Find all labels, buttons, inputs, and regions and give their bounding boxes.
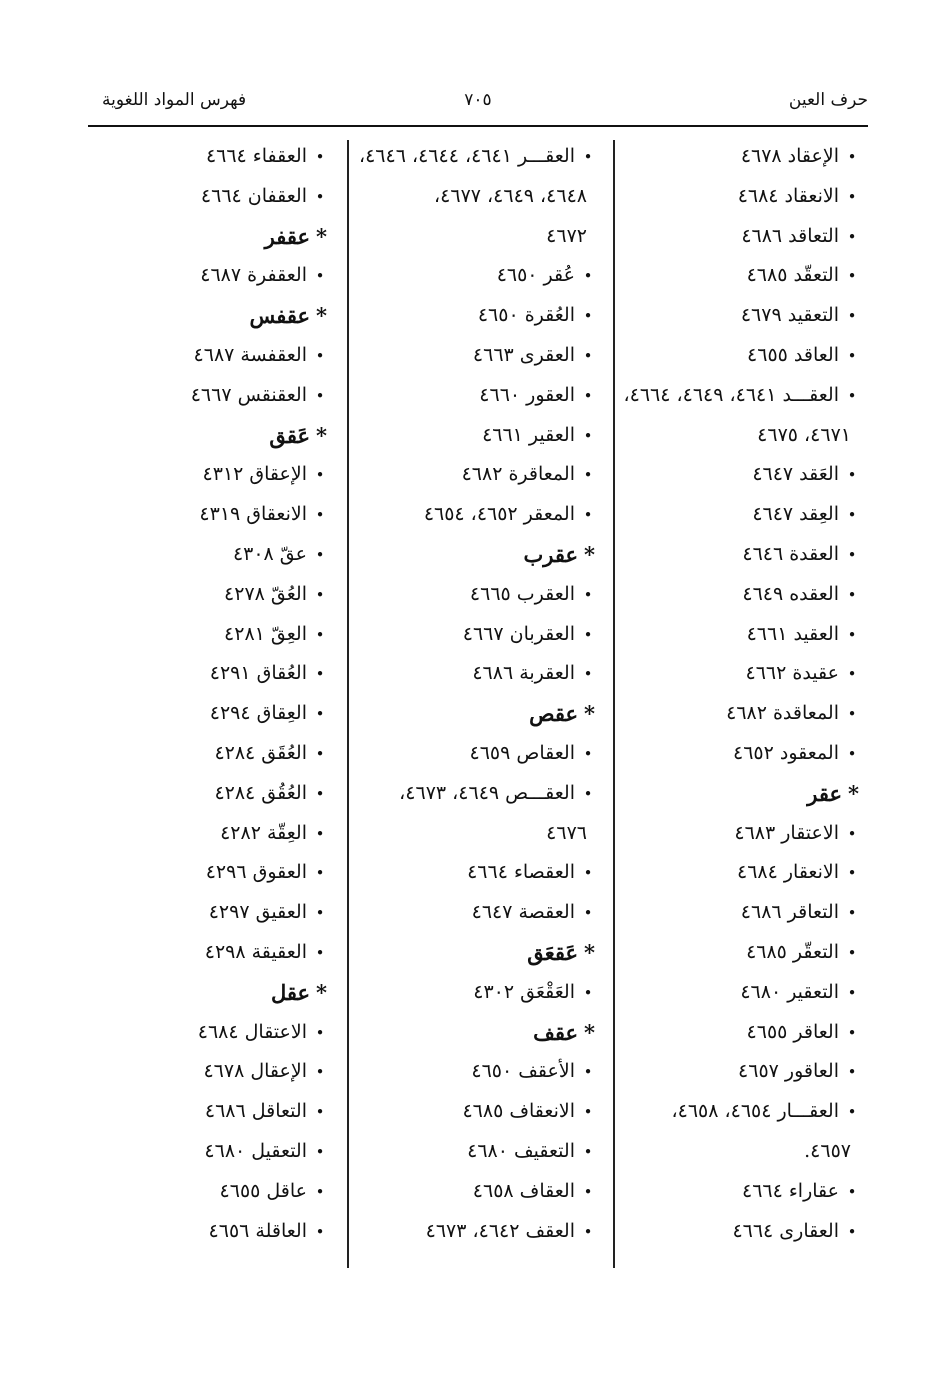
bullet-icon: •: [315, 904, 325, 923]
root-heading: [97, 296, 327, 336]
entry-text: الانعقاف ٤٦٨٥: [462, 1100, 575, 1123]
index-entry: [604, 296, 859, 336]
bullet-icon: •: [315, 466, 325, 485]
entry-text: الانعقاد ٤٦٨٤: [737, 184, 839, 207]
index-entry: [97, 1052, 327, 1092]
entry-text: عَقعَق: [527, 939, 579, 965]
entry-text: العقيد ٤٦٦١: [746, 622, 839, 645]
entry-text: الانعقار ٤٦٨٤: [736, 861, 839, 884]
bullet-icon: •: [847, 466, 857, 485]
index-entry: [355, 774, 595, 814]
index-entry: [604, 336, 859, 376]
index-entry: [355, 1212, 595, 1252]
entry-text: العُقَق ٤٢٨٤: [214, 741, 307, 764]
bullet-icon: •: [847, 506, 857, 525]
entry-text: عقف: [533, 1019, 579, 1045]
index-entry: [604, 137, 859, 177]
bullet-icon: •: [847, 1103, 857, 1122]
index-column-left: [97, 137, 327, 1251]
entry-text: العُقاق ٤٢٩١: [209, 662, 307, 685]
bullet-icon: •: [847, 1063, 857, 1082]
entry-text: العقربة ٤٦٨٦: [472, 662, 575, 685]
index-entry: [355, 137, 595, 177]
bullet-icon: •: [583, 665, 593, 684]
entry-text: العقده ٤٦٤٩: [742, 582, 839, 605]
bullet-icon: •: [315, 346, 325, 365]
root-heading: [97, 416, 327, 456]
bullet-icon: •: [847, 744, 857, 763]
bullet-icon: •: [583, 426, 593, 445]
index-entry: [604, 694, 859, 734]
entry-text: العاقر ٤٦٥٥: [746, 1020, 839, 1043]
entry-text: المعقر ٤٦٥٢، ٤٦٥٤: [423, 503, 575, 526]
bullet-icon: •: [583, 506, 593, 525]
entry-text: العقـــص ٤٦٤٩، ٤٦٧٣،: [399, 781, 575, 804]
entry-continuation: [604, 1132, 859, 1172]
bullet-icon: •: [847, 187, 857, 206]
index-entry: [97, 177, 327, 217]
index-entry: [97, 654, 327, 694]
entry-text: الإعقاق ٤٣١٢: [202, 463, 307, 486]
index-entry: [604, 734, 859, 774]
index-entry: [97, 734, 327, 774]
entry-text: العِقّ ٤٢٨١: [224, 622, 307, 645]
index-entry: [97, 336, 327, 376]
entry-continuation: [355, 217, 595, 257]
entry-text: العَقْعَق ٤٣٠٢: [473, 980, 575, 1003]
entry-text: العُقّ ٤٢٧٨: [224, 582, 307, 605]
bullet-icon: •: [315, 864, 325, 883]
entry-text: العاقلة ٤٦٥٦: [208, 1219, 307, 1242]
bullet-icon: •: [583, 267, 593, 286]
entry-text: الاعتقال ٤٦٨٤: [197, 1020, 307, 1043]
entry-text: الإعقاد ٤٦٧٨: [740, 145, 839, 167]
root-heading: [355, 933, 595, 973]
index-entry: [604, 1013, 859, 1053]
entry-text: العقـــر ٤٦٤١، ٤٦٤٤، ٤٦٤٦،: [358, 145, 575, 167]
index-entry: [97, 615, 327, 655]
bullet-icon: •: [847, 1023, 857, 1042]
bullet-icon: •: [847, 665, 857, 684]
entry-text: العقرب ٤٦٦٥: [469, 582, 575, 605]
bullet-icon: •: [847, 864, 857, 883]
index-entry: [604, 654, 859, 694]
entry-text: العقور ٤٦٦٠: [479, 383, 575, 406]
entry-text: التعاقد ٤٦٨٦: [741, 224, 839, 247]
bullet-icon: •: [315, 784, 325, 803]
bullet-icon: •: [583, 346, 593, 365]
bullet-icon: •: [847, 1222, 857, 1241]
entry-text: التعاقل ٤٦٨٦: [204, 1100, 307, 1123]
bullet-icon: •: [315, 824, 325, 843]
bullet-icon: •: [583, 466, 593, 485]
index-entry: [97, 1172, 327, 1212]
index-entry: [355, 1092, 595, 1132]
running-header: [88, 86, 868, 120]
entry-text: عُقر ٤٦٥٠: [496, 264, 575, 287]
root-heading: [97, 217, 327, 257]
asterisk-icon: *: [584, 1019, 595, 1045]
index-entry: [97, 933, 327, 973]
bullet-icon: •: [847, 625, 857, 644]
index-entry: [97, 1132, 327, 1172]
bullet-icon: •: [583, 904, 593, 923]
bullet-icon: •: [583, 386, 593, 405]
bullet-icon: •: [847, 824, 857, 843]
bullet-icon: •: [315, 665, 325, 684]
entry-text: ٤٦٧٢: [546, 224, 587, 247]
bullet-icon: •: [847, 904, 857, 923]
index-entry: [604, 455, 859, 495]
entry-text: العقفسة ٤٦٨٧: [193, 343, 307, 366]
entry-text: عقاراء ٤٦٦٤: [742, 1179, 839, 1202]
entry-text: العقفاء ٤٦٦٤: [205, 145, 307, 167]
header-index-title: فهرس المواد اللغوية: [102, 90, 247, 110]
entry-text: العُقرة ٤٦٥٠: [477, 304, 575, 327]
index-entry: [604, 933, 859, 973]
bullet-icon: •: [315, 744, 325, 763]
index-entry: [355, 734, 595, 774]
entry-text: التعقيل ٤٦٨٠: [204, 1139, 307, 1162]
bullet-icon: •: [583, 625, 593, 644]
entry-text: العقصاء ٤٦٦٤: [467, 861, 575, 884]
entry-text: العقنقس ٤٦٦٧: [190, 383, 307, 406]
bullet-icon: •: [315, 585, 325, 604]
bullet-icon: •: [583, 585, 593, 604]
bullet-icon: •: [315, 1182, 325, 1201]
index-column-middle: [355, 137, 595, 1251]
bullet-icon: •: [583, 1063, 593, 1082]
bullet-icon: •: [315, 1142, 325, 1161]
entry-text: ٤٦٥٧.: [804, 1139, 851, 1162]
index-entry: [97, 137, 327, 177]
entry-text: المعاقدة ٤٦٨٢: [726, 702, 839, 725]
index-entry: [355, 575, 595, 615]
entry-text: الانعقاق ٤٣١٩: [199, 503, 307, 526]
entry-text: العاقور ٤٦٥٧: [738, 1060, 839, 1083]
root-heading: [355, 535, 595, 575]
index-entry: [604, 575, 859, 615]
entry-text: عقّ ٤٣٠٨: [232, 542, 307, 565]
bullet-icon: •: [315, 148, 325, 166]
index-entry: [604, 615, 859, 655]
index-entry: [355, 256, 595, 296]
index-entry: [97, 893, 327, 933]
entry-text: العقربان ٤٦٦٧: [462, 622, 575, 645]
entry-text: عَقق: [269, 422, 311, 448]
index-entry: [355, 1052, 595, 1092]
header-letter-title: حرف العين: [788, 90, 868, 110]
index-entry: [97, 774, 327, 814]
bullet-icon: •: [583, 744, 593, 763]
bullet-icon: •: [315, 1023, 325, 1042]
entry-continuation: [604, 416, 859, 456]
index-entry: [97, 1212, 327, 1252]
bullet-icon: •: [315, 506, 325, 525]
index-entry: [97, 853, 327, 893]
asterisk-icon: *: [848, 780, 859, 806]
entry-text: العقـــار ٤٦٥٤، ٤٦٥٨،: [671, 1100, 839, 1123]
asterisk-icon: *: [584, 701, 595, 727]
index-entry: [97, 694, 327, 734]
entry-text: العاقد ٤٦٥٥: [747, 343, 839, 366]
entry-text: العقفرة ٤٦٨٧: [200, 264, 307, 287]
entry-text: المعاقرة ٤٦٨٢: [461, 463, 575, 486]
index-entry: [355, 853, 595, 893]
index-entry: [97, 376, 327, 416]
index-entry: [604, 1172, 859, 1212]
bullet-icon: •: [847, 346, 857, 365]
entry-text: التعقيف ٤٦٨٠: [467, 1139, 575, 1162]
index-entry: [97, 535, 327, 575]
bullet-icon: •: [847, 585, 857, 604]
index-entry: [97, 455, 327, 495]
entry-text: عقرب: [523, 541, 579, 567]
index-entry: [604, 893, 859, 933]
bullet-icon: •: [583, 983, 593, 1002]
bullet-icon: •: [583, 148, 593, 166]
index-entry: [355, 416, 595, 456]
entry-text: التعقّد ٤٦٨٥: [746, 264, 839, 287]
entry-text: عقفس: [249, 303, 311, 329]
root-heading: [604, 774, 859, 814]
entry-text: العقيق ٤٢٩٧: [208, 901, 307, 924]
root-heading: [355, 1013, 595, 1053]
index-entry: [604, 1212, 859, 1252]
index-entry: [97, 495, 327, 535]
entry-text: عقل: [270, 979, 311, 1005]
entry-text: عقيدة ٤٦٦٢: [745, 662, 839, 685]
entry-text: ٤٦٧١، ٤٦٧٥: [757, 423, 851, 446]
index-entry: [355, 336, 595, 376]
index-entry: [355, 1132, 595, 1172]
entry-continuation: [355, 177, 595, 217]
index-entry: [97, 575, 327, 615]
bullet-icon: •: [847, 386, 857, 405]
root-heading: [355, 694, 595, 734]
entry-text: العقصة ٤٦٤٧: [471, 901, 575, 924]
asterisk-icon: *: [584, 939, 595, 965]
entry-text: التعقيد ٤٦٧٩: [740, 304, 839, 327]
entry-text: المعقود ٤٦٥٢: [733, 741, 839, 764]
entry-text: العقاف ٤٦٥٨: [472, 1179, 575, 1202]
bullet-icon: •: [847, 705, 857, 724]
index-entry: [355, 615, 595, 655]
bullet-icon: •: [847, 307, 857, 326]
bullet-icon: •: [847, 267, 857, 286]
entry-text: التعقير ٤٦٨٠: [740, 980, 839, 1003]
asterisk-icon: *: [584, 541, 595, 567]
bullet-icon: •: [315, 943, 325, 962]
bullet-icon: •: [583, 1222, 593, 1241]
asterisk-icon: *: [316, 303, 327, 329]
index-entry: [604, 376, 859, 416]
entry-text: العقير ٤٦٦١: [482, 423, 575, 446]
entry-text: عقر: [807, 780, 843, 806]
bullet-icon: •: [847, 983, 857, 1002]
entry-text: العِقّة ٤٢٨٢: [220, 821, 307, 844]
asterisk-icon: *: [316, 223, 327, 249]
asterisk-icon: *: [316, 422, 327, 448]
entry-text: الاعتقار ٤٦٨٣: [734, 821, 839, 844]
bullet-icon: •: [847, 545, 857, 564]
entry-text: العِقاق ٤٢٩٤: [209, 702, 307, 725]
bullet-icon: •: [583, 307, 593, 326]
index-entry: [97, 814, 327, 854]
index-entry: [355, 893, 595, 933]
bullet-icon: •: [583, 784, 593, 803]
bullet-icon: •: [847, 943, 857, 962]
bullet-icon: •: [583, 1182, 593, 1201]
index-entry: [604, 256, 859, 296]
index-entry: [355, 1172, 595, 1212]
entry-text: العقارى ٤٦٦٤: [732, 1219, 839, 1242]
column-divider-left: [347, 140, 349, 1268]
entry-text: ٤٦٤٨، ٤٦٤٩، ٤٦٧٧،: [434, 184, 587, 207]
entry-text: العقفان ٤٦٦٤: [200, 184, 307, 207]
index-entry: [355, 376, 595, 416]
page-number: ٧٠٥: [464, 90, 492, 110]
index-entry: [604, 1052, 859, 1092]
index-entry: [355, 973, 595, 1013]
entry-text: العقدة ٤٦٤٦: [742, 542, 839, 565]
bullet-icon: •: [315, 625, 325, 644]
index-entry: [355, 495, 595, 535]
entry-text: ٤٦٧٦: [546, 821, 587, 844]
entry-text: الأعقف ٤٦٥٠: [471, 1060, 575, 1083]
bullet-icon: •: [847, 148, 857, 166]
entry-text: العقرى ٤٦٦٣: [472, 343, 575, 366]
index-entry: [97, 1013, 327, 1053]
index-entry: [604, 177, 859, 217]
bullet-icon: •: [315, 1222, 325, 1241]
header-rule: [88, 125, 868, 127]
index-entry: [97, 1092, 327, 1132]
index-entry: [97, 256, 327, 296]
index-entry: [604, 217, 859, 257]
bullet-icon: •: [315, 545, 325, 564]
bullet-icon: •: [315, 705, 325, 724]
entry-text: عقفر: [264, 223, 311, 249]
index-entry: [355, 296, 595, 336]
entry-text: العقف ٤٦٤٢، ٤٦٧٣: [425, 1219, 575, 1242]
entry-text: عاقل ٤٦٥٥: [219, 1179, 307, 1202]
bullet-icon: •: [315, 386, 325, 405]
index-entry: [604, 495, 859, 535]
index-entry: [355, 654, 595, 694]
entry-continuation: [355, 814, 595, 854]
entry-text: عقص: [529, 701, 579, 727]
index-entry: [604, 814, 859, 854]
index-entry: [604, 853, 859, 893]
root-heading: [97, 973, 327, 1013]
bullet-icon: •: [583, 1142, 593, 1161]
bullet-icon: •: [315, 1063, 325, 1082]
bullet-icon: •: [315, 267, 325, 286]
entry-text: العُقُق ٤٢٨٤: [214, 781, 307, 804]
index-column-right: [604, 137, 859, 1251]
index-entry: [355, 455, 595, 495]
entry-text: العَقد ٤٦٤٧: [752, 463, 839, 486]
entry-text: العقـــد ٤٦٤١، ٤٦٤٩، ٤٦٦٤،: [623, 383, 839, 406]
entry-text: العِقد ٤٦٤٧: [752, 503, 839, 526]
entry-text: التعقّر ٤٦٨٥: [746, 940, 839, 963]
index-entry: [604, 535, 859, 575]
bullet-icon: •: [583, 1103, 593, 1122]
entry-text: العقاص ٤٦٥٩: [469, 741, 575, 764]
bullet-icon: •: [583, 864, 593, 883]
entry-text: العقوق ٤٢٩٦: [205, 861, 307, 884]
asterisk-icon: *: [316, 979, 327, 1005]
entry-text: التعاقر ٤٦٨٦: [740, 901, 839, 924]
entry-text: الإعقال ٤٦٧٨: [203, 1060, 307, 1083]
bullet-icon: •: [847, 227, 857, 246]
bullet-icon: •: [315, 1103, 325, 1122]
index-entry: [604, 1092, 859, 1132]
bullet-icon: •: [847, 1182, 857, 1201]
bullet-icon: •: [315, 187, 325, 206]
index-entry: [604, 973, 859, 1013]
entry-text: العقيقة ٤٢٩٨: [204, 940, 307, 963]
